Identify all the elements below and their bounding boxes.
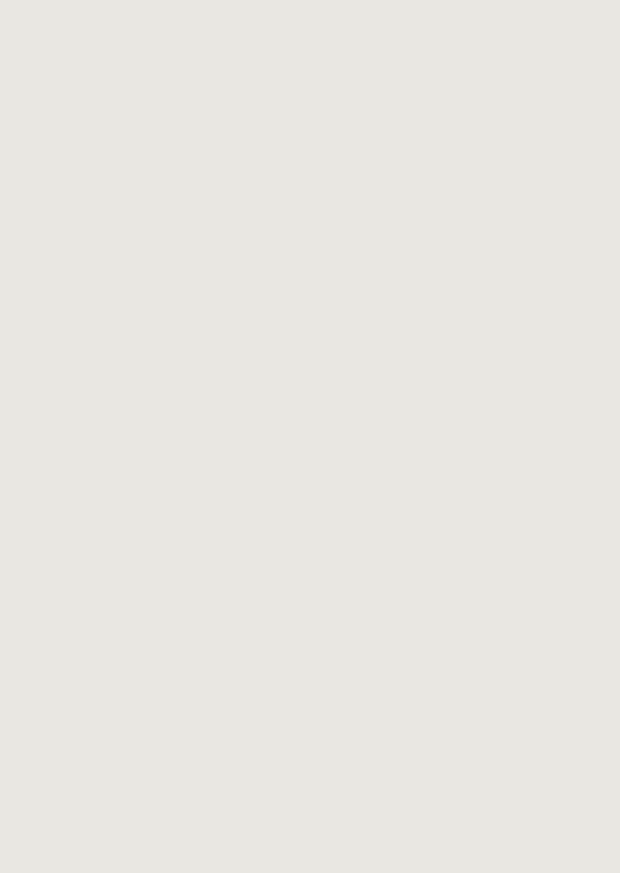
stock-chart-svg bbox=[244, 215, 614, 785]
page-header bbox=[120, 44, 145, 58]
right-column bbox=[428, 66, 608, 68]
stock-chart bbox=[244, 215, 614, 785]
middle-column bbox=[255, 66, 420, 69]
left-column bbox=[60, 66, 234, 69]
